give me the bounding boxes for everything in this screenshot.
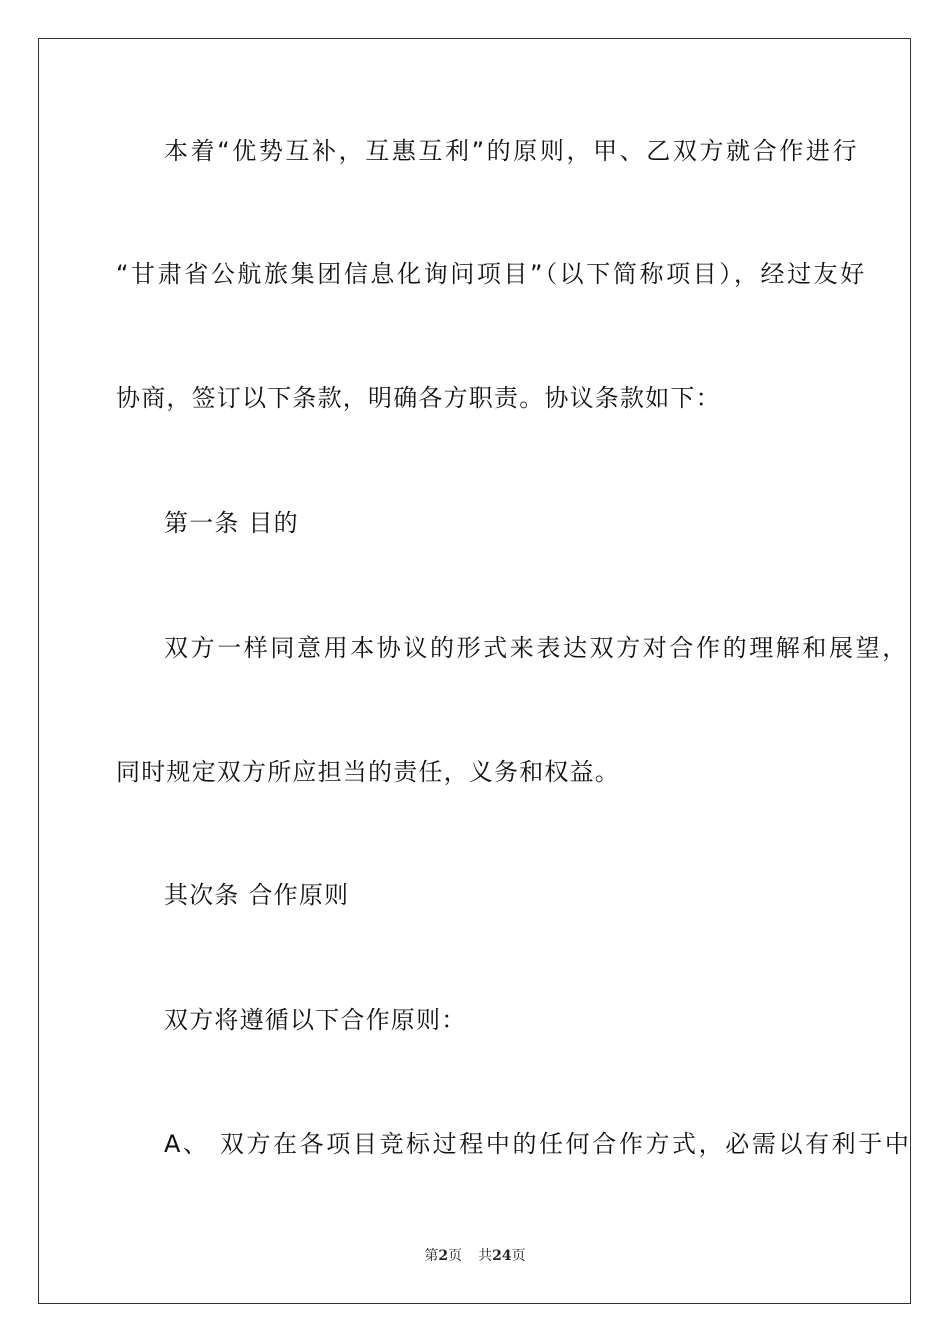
section-heading: 第一条 目的 — [164, 509, 299, 537]
page-number: 2 — [438, 1248, 449, 1264]
page-prefix: 第 — [424, 1248, 439, 1264]
paragraph-line: 协商，签订以下条款，明确各方职责。协议条款如下： — [116, 384, 721, 412]
total-suffix: 页 — [511, 1248, 526, 1264]
page-border — [38, 38, 911, 1304]
page-suffix: 页 — [448, 1248, 463, 1264]
paragraph-line: 同时规定双方所应担当的责任，义务和权益。 — [116, 758, 620, 786]
paragraph-line: 双方一样同意用本协议的形式来表达双方对合作的理解和展望， — [164, 634, 909, 662]
list-item: A、 双方在各项目竞标过程中的任何合作方式，必需以有利于中 — [164, 1130, 912, 1158]
total-pages: 24 — [492, 1248, 512, 1264]
page-footer — [0, 1247, 950, 1265]
paragraph-line: 本着“优势互补，互惠互利”的原则，甲、乙双方就合作进行 — [164, 137, 860, 165]
section-heading: 其次条 合作原则 — [164, 881, 350, 909]
paragraph-line: “甘肃省公航旅集团信息化询问项目”（以下简称项目），经过友好 — [116, 260, 867, 288]
paragraph-line: 双方将遵循以下合作原则： — [164, 1006, 467, 1034]
total-prefix: 共 — [478, 1248, 493, 1264]
